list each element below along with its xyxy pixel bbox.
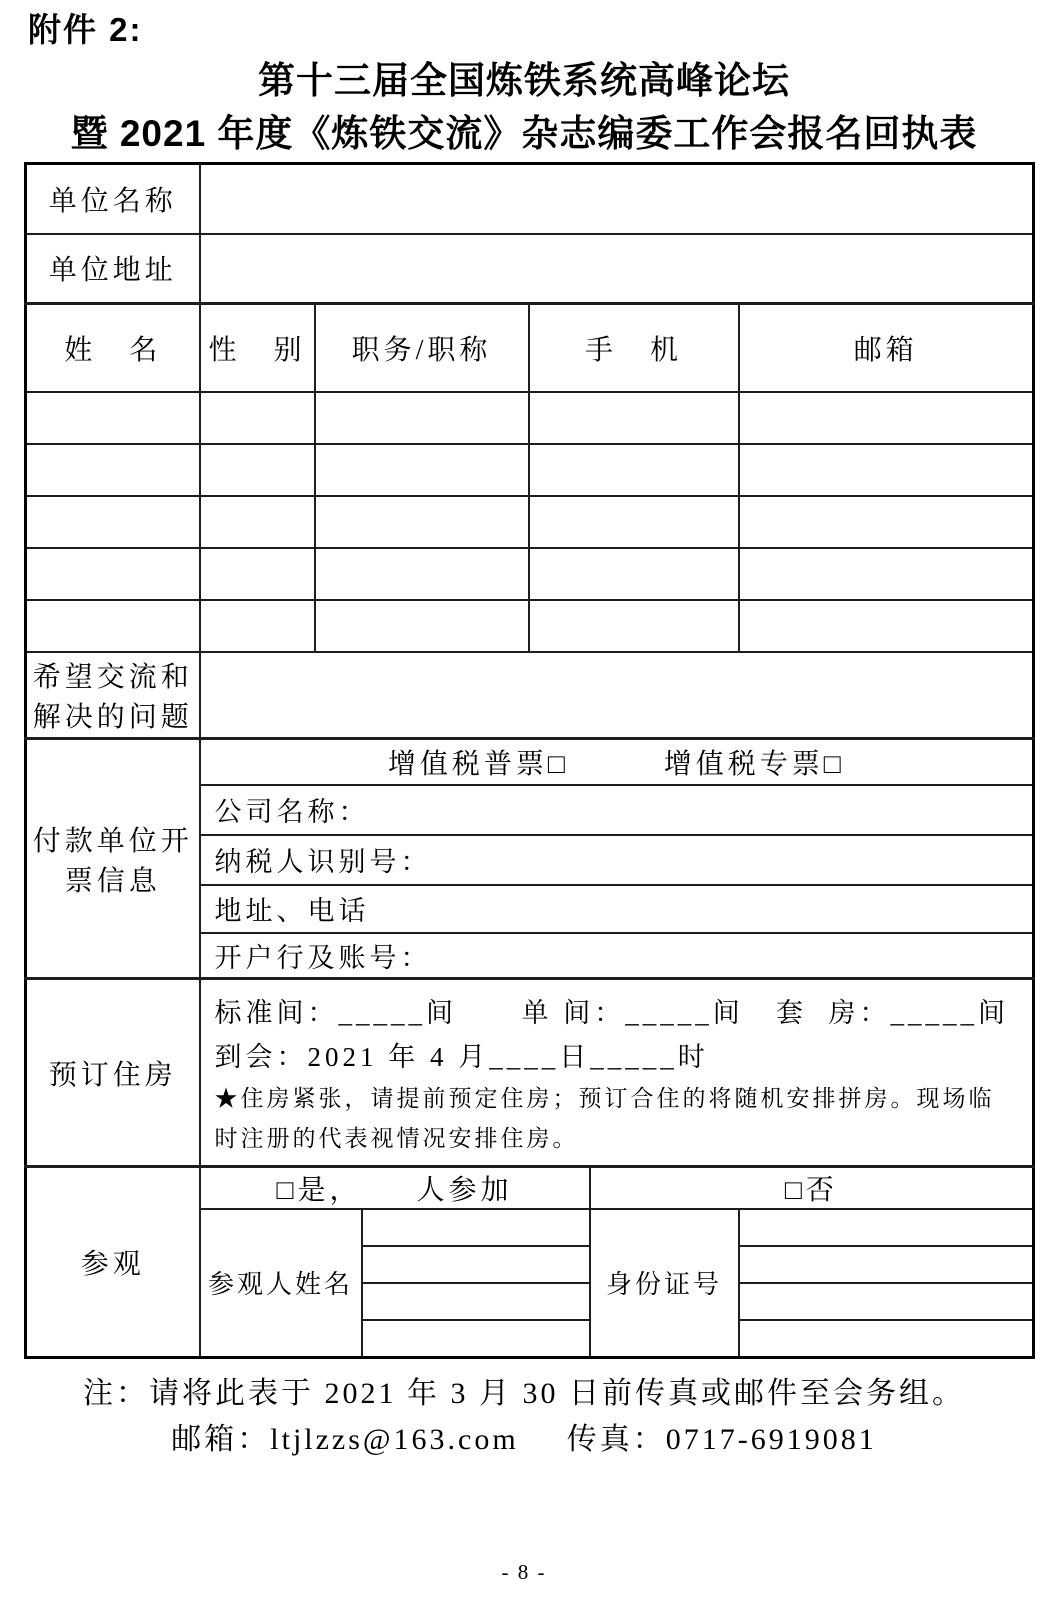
attendee-name-cell	[26, 496, 200, 548]
vat-special-checkbox-icon: □	[823, 748, 845, 780]
vat-normal-label: 增值税普票	[387, 748, 548, 780]
attendee-gender-cell	[200, 392, 315, 444]
attendee-phone-cell	[529, 600, 739, 652]
attendee-title-cell	[315, 548, 529, 600]
attendee-header-name: 姓 名	[26, 304, 200, 392]
attendee-gender-cell	[200, 496, 315, 548]
attendee-title-cell	[315, 496, 529, 548]
registration-form-table	[24, 162, 1035, 1359]
visitor-name-cell	[362, 1209, 590, 1246]
bank-account-field: 开户行及账号：	[200, 933, 1034, 979]
questions-input-cell	[200, 652, 1034, 739]
attachment-label: 附件 2:	[28, 11, 143, 48]
title-line2: 暨 2021 年度《炼铁交流》杂志编委工作会报名回执表	[70, 113, 978, 154]
attendee-email-cell	[739, 496, 1034, 548]
attendee-header-email: 邮箱	[739, 304, 1034, 392]
attendee-name-cell	[26, 392, 200, 444]
attendee-phone-cell	[529, 548, 739, 600]
attendee-phone-cell	[529, 496, 739, 548]
attendee-header-gender: 性 别	[200, 304, 315, 392]
visitor-name-cell	[362, 1320, 590, 1357]
invoice-section-label	[26, 739, 200, 979]
vat-special-label: 增值税专票	[663, 748, 824, 780]
attendee-gender-cell	[200, 444, 315, 496]
attendee-gender-cell	[200, 600, 315, 652]
attendee-title-cell	[315, 392, 529, 444]
visit-no-label: 否	[805, 1175, 838, 1206]
housing-section-label: 预订住房	[26, 979, 200, 1167]
attendee-email-cell	[739, 600, 1034, 652]
housing-arrival-line: 到会：2021 年 4 月____日_____时	[214, 1041, 709, 1072]
vat-normal-checkbox-icon: □	[547, 748, 569, 780]
visit-no-option	[590, 1167, 1034, 1210]
id-number-cell	[739, 1320, 1034, 1357]
invoice-label-line2: 票信息	[64, 865, 161, 897]
note-fax: 传真：0717-6919081	[566, 1422, 877, 1456]
id-number-cell	[739, 1246, 1034, 1283]
taxpayer-id-field: 纳税人识别号：	[200, 835, 1034, 885]
id-number-cell	[739, 1283, 1034, 1320]
attendee-title-cell	[315, 444, 529, 496]
attendee-name-cell	[26, 600, 200, 652]
visit-no-checkbox-icon: □	[784, 1175, 806, 1206]
visit-yes-label: 是， 人参加	[297, 1175, 513, 1206]
vat-special-option	[664, 742, 845, 782]
unit-address-input-cell	[200, 234, 1034, 304]
housing-note: ★住房紧张，请提前预定住房；预订合住的将随机安排拼房。现场临时注册的代表视情况安排住房。	[214, 1085, 995, 1151]
address-phone-field: 地址、电话	[200, 885, 1034, 933]
note-email: 邮箱：ltjlzzs@163.com	[171, 1422, 519, 1456]
visit-yes-checkbox-icon: □	[276, 1175, 298, 1206]
attendee-email-cell	[739, 444, 1034, 496]
page-number: - 8 -	[501, 1560, 547, 1584]
invoice-label-line1: 付款单位开	[32, 825, 193, 857]
visitor-name-cell	[362, 1246, 590, 1283]
attendee-gender-cell	[200, 548, 315, 600]
housing-content-cell	[200, 979, 1034, 1167]
company-name-field: 公司名称：	[200, 785, 1034, 835]
unit-name-label: 单位名称	[26, 164, 200, 234]
vat-normal-option	[388, 742, 569, 782]
visitor-name-label: 参观人姓名	[200, 1209, 362, 1357]
attendee-name-cell	[26, 548, 200, 600]
attendee-phone-cell	[529, 392, 739, 444]
questions-label-line1: 希望交流和	[32, 661, 193, 693]
visit-yes-option	[200, 1167, 590, 1210]
note-line1: 注：请将此表于 2021 年 3 月 30 日前传真或邮件至会务组。	[83, 1376, 965, 1410]
attendee-header-phone: 手 机	[529, 304, 739, 392]
id-number-label: 身份证号	[590, 1209, 739, 1357]
attendee-title-cell	[315, 600, 529, 652]
visitor-name-cell	[362, 1283, 590, 1320]
unit-name-input-cell	[200, 164, 1034, 234]
questions-label-line2: 解决的问题	[32, 701, 193, 733]
unit-address-label: 单位地址	[26, 234, 200, 304]
note-line2	[0, 1417, 1048, 1463]
footer-note	[0, 1371, 1048, 1463]
id-number-cell	[739, 1209, 1034, 1246]
attendee-email-cell	[739, 392, 1034, 444]
visit-section-label: 参观	[26, 1167, 200, 1358]
attendee-phone-cell	[529, 444, 739, 496]
vat-options-cell	[200, 739, 1034, 785]
attendee-name-cell	[26, 444, 200, 496]
title-line1: 第十三届全国炼铁系统高峰论坛	[258, 60, 790, 101]
housing-rooms-line: 标准间：_____间 单 间：_____间 套 房：_____间	[214, 997, 1009, 1028]
attendee-header-title: 职务/职称	[315, 304, 529, 392]
attendee-email-cell	[739, 548, 1034, 600]
questions-label	[26, 652, 200, 739]
